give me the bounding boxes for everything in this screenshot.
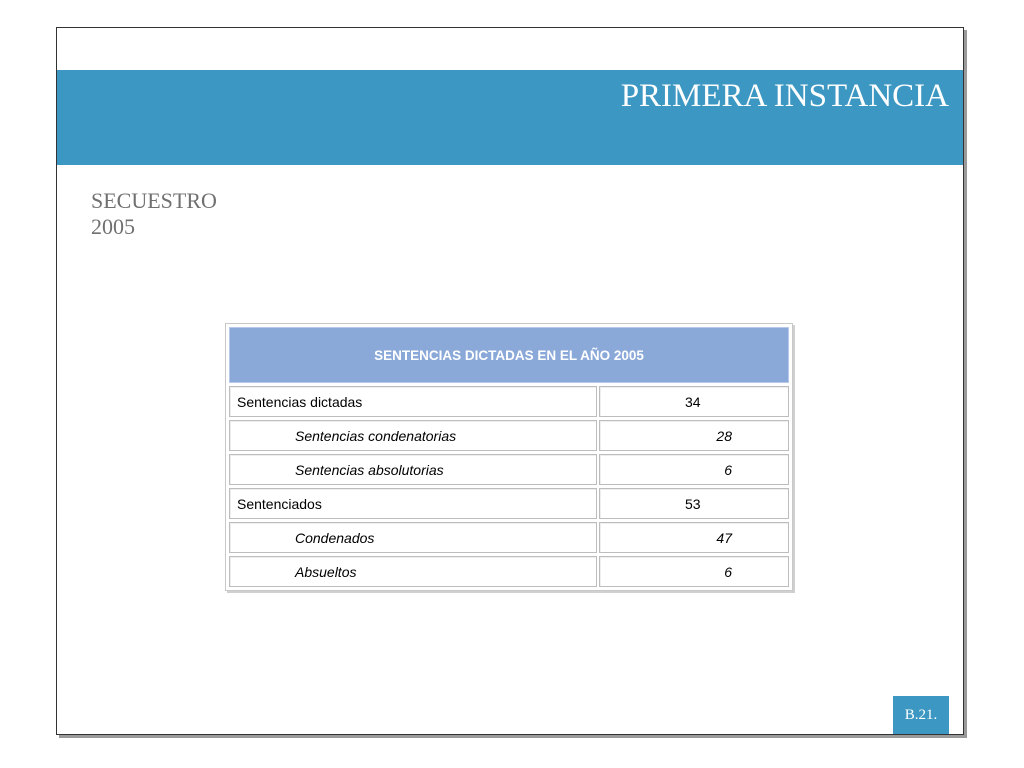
table-row (229, 522, 789, 553)
table-header: SENTENCIAS DICTADAS EN EL AÑO 2005 (229, 327, 789, 383)
row-value: 34 (599, 386, 789, 417)
row-label: Condenados (229, 522, 597, 553)
slide-title: PRIMERA INSTANCIA (620, 78, 949, 114)
table-row (229, 488, 789, 519)
row-value: 6 (599, 556, 789, 587)
table-row (229, 454, 789, 485)
row-label: Sentencias dictadas (229, 386, 597, 417)
table-row (229, 386, 789, 417)
subtitle-topic: SECUESTRO (91, 188, 217, 213)
row-label: Sentenciados (229, 488, 597, 519)
page-number-badge: B.21. (893, 696, 949, 734)
row-value: 47 (599, 522, 789, 553)
sentences-table (225, 323, 793, 591)
row-label: Sentencias condenatorias (229, 420, 597, 451)
row-label: Absueltos (229, 556, 597, 587)
row-value: 28 (599, 420, 789, 451)
subtitle-year: 2005 (91, 214, 135, 239)
row-value: 53 (599, 488, 789, 519)
slide-subtitle (91, 188, 217, 240)
table-row (229, 556, 789, 587)
row-label: Sentencias absolutorias (229, 454, 597, 485)
row-value: 6 (599, 454, 789, 485)
slide (56, 27, 964, 735)
table-row (229, 420, 789, 451)
